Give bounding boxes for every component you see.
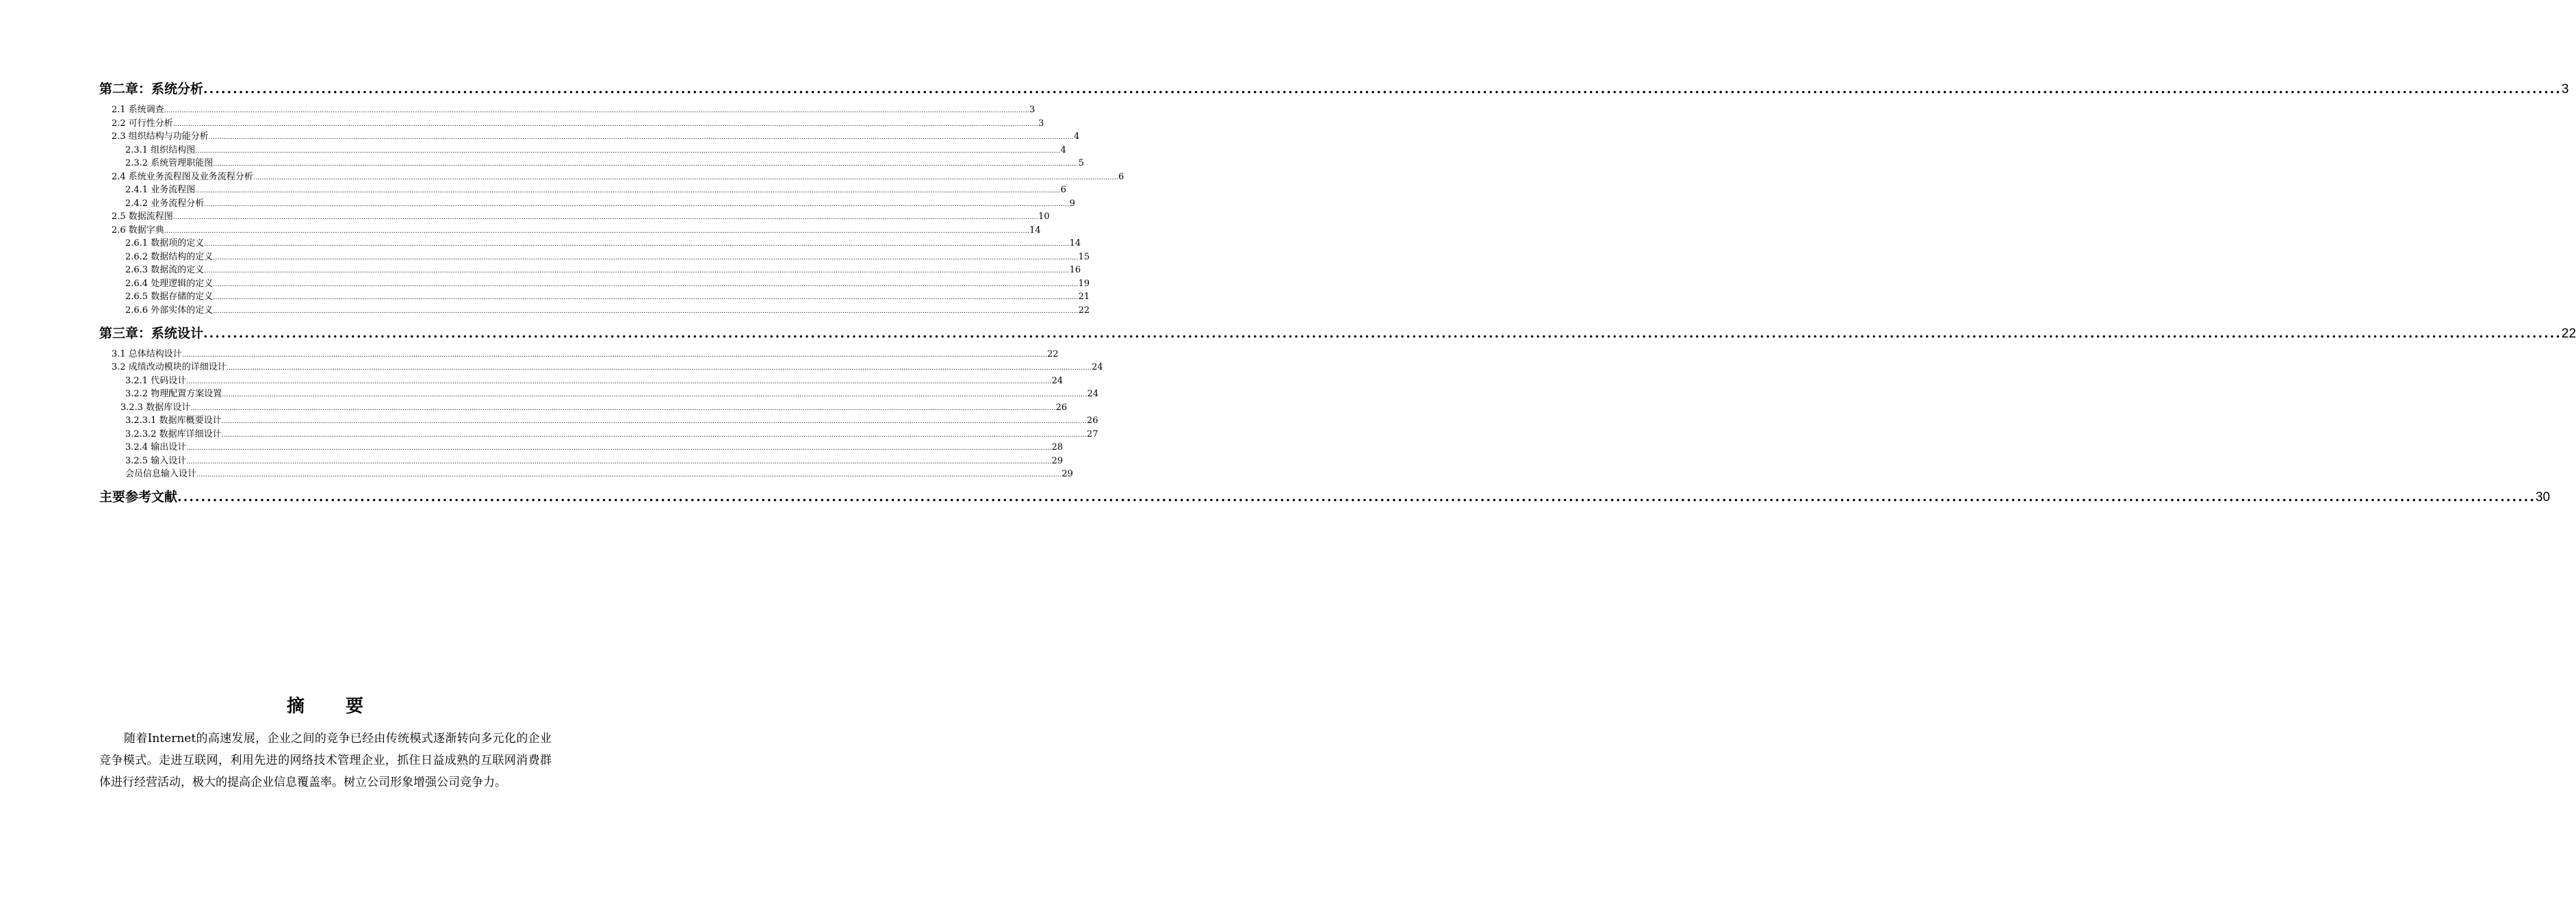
toc-dot-leader: ................................................................................................................................................................................................................................................................................................................................................................................................................	[226, 365, 1092, 372]
toc-entry[interactable]	[112, 103, 1035, 116]
toc-entry[interactable]	[125, 414, 1098, 427]
toc-page-number: 22	[2561, 327, 2576, 341]
toc-dot-leader: ................................................................................................................................................................................................................................................................................................................................................................................................................	[213, 308, 1079, 315]
toc-dot-leader: ................................................................................................................................................................................................................................................................................................................................................................................................................	[172, 121, 1039, 128]
toc-entry[interactable]	[125, 237, 1081, 250]
toc-entry[interactable]	[112, 130, 1080, 143]
toc-dot-leader: ................................................................................................................................................................................................................................................................................................................................................................................................................	[213, 255, 1079, 261]
toc-page-number: 15	[1078, 252, 1090, 262]
toc-dot-leader: ................................................................................................................................................................................................................................................................................................................................................................................................................	[177, 489, 2536, 504]
toc-entry-title: 2.4 系统业务流程图及业务流程分析	[112, 172, 253, 182]
toc-page-number: 14	[1029, 225, 1041, 235]
toc-dot-leader: ................................................................................................................................................................................................................................................................................................................................................................................................................	[204, 268, 1070, 274]
toc-dot-leader: ................................................................................................................................................................................................................................................................................................................................................................................................................	[186, 459, 1052, 465]
toc-page-number: 30	[2535, 490, 2551, 504]
toc-entry-title: 2.3.2 系统管理职能图	[125, 158, 214, 168]
toc-page-number: 19	[1078, 279, 1090, 289]
toc-page-number: 22	[1078, 305, 1090, 316]
toc-dot-leader: ................................................................................................................................................................................................................................................................................................................................................................................................................	[222, 392, 1087, 398]
toc-dot-leader: ................................................................................................................................................................................................................................................................................................................................................................................................................	[204, 241, 1070, 248]
toc-dot-leader: ................................................................................................................................................................................................................................................................................................................................................................................................................	[164, 228, 1030, 235]
toc-dot-leader: ................................................................................................................................................................................................................................................................................................................................................................................................................	[203, 326, 2562, 341]
toc-dot-leader: ................................................................................................................................................................................................................................................................................................................................................................................................................	[196, 472, 1062, 478]
toc-entry-title: 2.4.1 业务流程图	[125, 185, 196, 195]
abstract-title: 摘要	[286, 696, 404, 717]
toc-entry[interactable]	[125, 455, 1064, 468]
toc-page-number: 24	[1092, 362, 1103, 372]
toc-entry[interactable]	[125, 468, 1073, 481]
toc-dot-leader: ................................................................................................................................................................................................................................................................................................................................................................................................................	[253, 175, 1119, 181]
toc-entry[interactable]	[125, 197, 1075, 210]
toc-page-number: 3	[1029, 105, 1035, 115]
toc-dot-leader: ................................................................................................................................................................................................................................................................................................................................................................................................................	[186, 445, 1052, 452]
toc-dot-leader: ................................................................................................................................................................................................................................................................................................................................................................................................................	[208, 134, 1074, 141]
toc-dot-leader: ................................................................................................................................................................................................................................................................................................................................................................................................................	[221, 418, 1087, 425]
toc-page-number: 3	[2561, 82, 2569, 97]
toc-page-number: 10	[1038, 212, 1050, 222]
toc-entry[interactable]	[112, 210, 1050, 223]
toc-page-number: 22	[1047, 349, 1059, 359]
toc-dot-leader: ................................................................................................................................................................................................................................................................................................................................................................................................................	[213, 161, 1079, 168]
toc-entry-title: 3.1 总体结构设计	[112, 349, 182, 359]
toc-entry[interactable]	[125, 144, 1066, 157]
toc-entry[interactable]	[112, 170, 1124, 183]
toc-entry-title: 2.6.1 数据项的定义	[125, 238, 205, 248]
toc-entry-title: 2.1 系统调查	[112, 105, 164, 115]
toc-page-number: 26	[1055, 402, 1068, 413]
toc-page-number: 27	[1086, 429, 1098, 439]
toc-entry-title: 2.6.3 数据流的定义	[125, 265, 205, 275]
toc-entry-title: 3.2.3.2 数据库详细设计	[125, 429, 222, 439]
toc-chapter-entry[interactable]	[99, 487, 2551, 507]
toc-page-number: 29	[1061, 469, 1073, 479]
toc-dot-leader: ................................................................................................................................................................................................................................................................................................................................................................................................................	[195, 188, 1061, 194]
toc-page-number: 3	[1038, 118, 1044, 129]
toc-entry-title: 3.2.3 数据库设计	[120, 402, 191, 413]
toc-dot-leader: ................................................................................................................................................................................................................................................................................................................................................................................................................	[221, 432, 1087, 439]
toc-entry-title: 2.6.2 数据结构的定义	[125, 252, 214, 262]
toc-page-number: 5	[1078, 158, 1084, 168]
toc-page-number: 4	[1060, 145, 1066, 155]
toc-entry-title: 2.3 组织结构与功能分析	[112, 131, 209, 142]
toc-entry-title: 会员信息输入设计	[125, 469, 197, 479]
toc-entry[interactable]	[125, 251, 1090, 264]
toc-chapter-entry[interactable]	[99, 324, 2576, 343]
toc-entry-title: 2.3.1 组织结构图	[125, 145, 196, 155]
toc-entry-title: 2.5 数据流程图	[112, 212, 173, 222]
toc-page-number: 24	[1051, 376, 1064, 386]
toc-page-number: 28	[1051, 442, 1064, 452]
toc-page-number: 6	[1060, 185, 1066, 195]
toc-entry-title: 2.6.6 外部实体的定义	[125, 305, 214, 316]
toc-entry[interactable]	[112, 361, 1103, 374]
toc-entry-title: 3.2.1 代码设计	[125, 376, 187, 386]
toc-page-number: 16	[1069, 265, 1081, 275]
toc-entry[interactable]	[125, 387, 1099, 400]
toc-page-number: 26	[1086, 416, 1098, 426]
toc-entry[interactable]	[125, 290, 1090, 303]
toc-dot-leader: ................................................................................................................................................................................................................................................................................................................................................................................................................	[164, 107, 1030, 114]
toc-page-number: 21	[1078, 292, 1090, 302]
toc-dot-leader: ................................................................................................................................................................................................................................................................................................................................................................................................................	[213, 294, 1079, 301]
toc-dot-leader: ................................................................................................................................................................................................................................................................................................................................................................................................................	[203, 81, 2562, 97]
toc-dot-leader: ................................................................................................................................................................................................................................................................................................................................................................................................................	[172, 214, 1039, 221]
toc-entry-title: 2.2 可行性分析	[112, 118, 173, 129]
toc-dot-leader: ................................................................................................................................................................................................................................................................................................................................................................................................................	[195, 148, 1061, 155]
toc-entry[interactable]	[125, 428, 1098, 441]
toc-page-number: 14	[1069, 238, 1081, 248]
toc-dot-leader: ................................................................................................................................................................................................................................................................................................................................................................................................................	[204, 201, 1070, 208]
toc-entry-title: 3.2.3.1 数据库概要设计	[125, 416, 222, 426]
toc-entry-title: 主要参考文献	[99, 489, 178, 504]
toc-page-number: 29	[1051, 456, 1064, 466]
toc-dot-leader: ................................................................................................................................................................................................................................................................................................................................................................................................................	[186, 379, 1052, 385]
toc-dot-leader: ................................................................................................................................................................................................................................................................................................................................................................................................................	[190, 405, 1056, 412]
toc-page-number: 4	[1074, 131, 1080, 142]
toc-entry-title: 2.6.4 处理逻辑的定义	[125, 279, 214, 289]
toc-entry-title: 第二章：系统分析	[99, 81, 204, 97]
toc-entry[interactable]	[120, 401, 1068, 414]
toc-chapter-entry[interactable]	[99, 79, 2569, 99]
toc-entry[interactable]	[125, 304, 1090, 317]
toc-entry[interactable]	[125, 277, 1090, 290]
toc-entry[interactable]	[112, 224, 1041, 237]
toc-entry[interactable]	[125, 183, 1066, 196]
toc-entry-title: 3.2.4 输出设计	[125, 442, 187, 452]
toc-entry[interactable]	[125, 264, 1081, 277]
toc-entry-title: 2.6.5 数据存储的定义	[125, 292, 214, 302]
toc-entry[interactable]	[112, 117, 1044, 130]
toc-dot-leader: ................................................................................................................................................................................................................................................................................................................................................................................................................	[181, 352, 1048, 359]
toc-entry-title: 3.2.5 输入设计	[125, 456, 187, 466]
toc-entry[interactable]	[125, 441, 1064, 454]
toc-entry-title: 2.6 数据字典	[112, 225, 164, 235]
toc-entry-title: 3.2 成绩改动模块的详细设计	[112, 362, 227, 372]
toc-dot-leader: ................................................................................................................................................................................................................................................................................................................................................................................................................	[213, 281, 1079, 288]
abstract-body: 随着Internet的高速发展，企业之间的竞争已经由传统模式逐渐转向多元化的企业竞争模式。走进互联网，利用先进的网络技术管理企业，抓住日益成熟的互联网消费群体进行经营活动，极大的提高企业信息覆盖率。树立公司形象增强公司竞争力。	[99, 732, 552, 789]
toc-page-number: 6	[1118, 172, 1124, 182]
toc-entry-title: 第三章：系统设计	[99, 326, 204, 341]
toc-page-number: 24	[1087, 389, 1099, 399]
toc-entry-title: 3.2.2 物理配置方案设置	[125, 389, 222, 399]
toc-entry[interactable]	[112, 348, 1059, 361]
toc-entry[interactable]	[125, 374, 1064, 387]
toc-entry[interactable]	[125, 157, 1084, 170]
toc-page-number: 9	[1069, 199, 1075, 209]
toc-entry-title: 2.4.2 业务流程分析	[125, 199, 205, 209]
